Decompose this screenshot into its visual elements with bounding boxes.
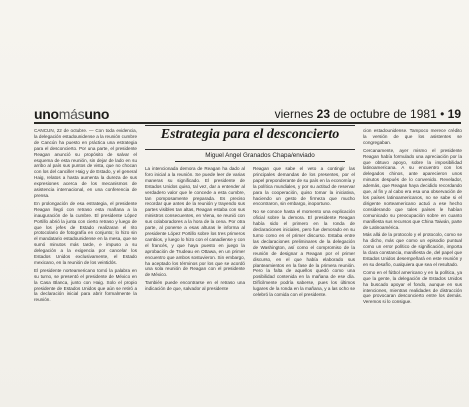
column-2-paragraph: La intencionada demora de Reagan ha dado al foro inicial a la reunión. Se puede leer de varias maneras su significado. El presidente de Estados Unidos quiso, tal vez, dar a entender al verdadero valor que le concede a esta cumbre, tan pomposamente preparada. Es preciso recordar que antes de la reunión y trayendo sus partes visibles tan altas, Reagan estaba con sus ministros consecuentes, en Viena, se reunió con sus colaboradores a la hora de la cena. Por otra parte, al ponerse a esas alturas le informa al presidente López Portillo sobre los tres primeros cambios, y luego lo hizo con el canadiense y con el francés, y que haya puesto en juego la aprobación de Trudeau en Ottawa, en un primer encuentro que ambos sostuvieron. Sin embargo, ha aceptado los términos por los que se acordó una sola reunión de Reagan con el presidente de México. <box>145 166 245 278</box>
column-3-paragraph: No se conoce hasta el momento una explicación oficial sobre la demora. El presidente Reagan había sido el primero en la ronda de declaraciones iniciales, pero fue demorado en su turno como en el primer discurso. Estaba entre las declaraciones preliminares de la delegación de Washington, así como el compromiso de la reunión de designar a Reagan por el primer discurso, en el que había elaborado sus planteamientos en la fase de la primera reunión. Pero la falta de aquellos quedó como una posibilidad contenida en la mañana de ese día. Difícilmente podría saberse, pues los últimos lugares de la ronda en la mañana, y a las ocho se celebró la comida con el presidente. <box>253 209 355 298</box>
logo-part-mas: más <box>58 106 85 122</box>
article-byline: Miguel Angel Granados Chapa/enviado <box>205 152 315 159</box>
date-rest: de octubre de 1981 <box>330 107 437 121</box>
column-2-paragraph: También puede encontrarse en el retraso una indicación de que, salvador al presidente <box>145 280 245 292</box>
issue-date-line <box>275 108 461 121</box>
date-prefix: viernes <box>274 107 317 121</box>
article-column-3 <box>253 166 355 298</box>
column-4-paragraph: Como en el fútbol americano y en la política, ya que la gente, la delegación de Estados Unidos ha buscado apoyar el fondo, aunque en sus intenciones, mientras realidades de distracción que provocaran desconcierto entre los demás. Veremos si lo consigue. <box>363 269 462 305</box>
column-1-paragraph: En prolongación de esa estrategia, el presidente Reagan llegó con retraso esta mañana a la inauguración de la cumbre. El presidente López Portillo abrió la junta con cierto retraso y luego de que los jefes de Estado realizaran el rito protocolario de fotografía en conjunto; lo hizo sin el mandatario estadounidense en la mesa, que se sumó minutos más tarde, e impuso a su delegación a la exigencia por cancelar los Estados Unidos exclusivamente, el Estado mexicano, en la reunión de los veintidós. <box>34 200 137 265</box>
newspaper-logo <box>34 107 109 121</box>
article-column-4 <box>363 128 462 305</box>
byline-rule <box>175 161 345 162</box>
article-column-2 <box>145 166 245 292</box>
logo-part-uno: uno <box>34 106 59 122</box>
column-4-paragraph: Más allá de la protocolo y el protocolo, como se ha dicho, más que como un episodio puntual como un error político de significación, importa la clara constancia, manifiesta de, del papel que Estados Unidos desempeñará en este reunión y en su desafío, cualquiera que sea el resultado. <box>363 232 462 267</box>
column-3-paragraph: Reagan que sabe el veto a contingir las principales demandas de los presentes, por el papel preponderante de su país en la economía y la política mundiales, y por su actitud de reservar para la cooperación, quiso tomar la iniciativa, haciendo un gesto de firmeza que mucho encontraron, sin embargo, inoportuno. <box>253 166 355 207</box>
date-day: 23 <box>316 107 330 121</box>
column-4-paragraph: Cercanamente, ayer mismo el presidente Reagan había formulado una apreciación por la que obtuvo apoyo, sobre la imposibilidad latinoamericana. A su encuentro con los delegados chinos, ante aparecieron unos minutos después de lo convenido. Revelador, además, que Reagan haya decidido recordando que, al fin y al cabo era esa una observación de los países latinoamericanos, no se sabe si el dirigente norteamericano actuó a ese hecho considerando que tales países le habían comunicado su preocupación sobre en cuanto manifiesta sus recursos que China Taiwán, parte de Latinoamérica. <box>363 147 462 230</box>
page-number: 19 <box>447 107 461 121</box>
masthead-rule <box>34 122 461 124</box>
headline-top-rule <box>145 125 355 126</box>
headline-bottom-rule <box>145 149 355 150</box>
logo-part-uno-2: uno <box>84 106 110 122</box>
date-separator: • <box>436 107 448 121</box>
article-column-1 <box>34 128 137 303</box>
column-1-paragraph: El presidente norteamericano tomó la palabra en su turno, se presentó el presidente de México en la Casa Blanca, junto con Haig. Solo el propio presidente de Estados Unidos que aún se retiró a la declaración inicial para abrir formalmente la reunión. <box>34 267 137 303</box>
article-headline: Estrategia para el desconcierto <box>160 127 340 142</box>
column-4-paragraph: cion estadounidense. Tampoco merece crédito la versión de que los asistentes se congregaban. <box>363 128 462 145</box>
column-1-paragraph: CANCUN, 22 de octubre. — Con toda evidencia, la delegación estadounidense a la reunión cumbre de Cancún ha puesto en práctica una estrategia para el desconcierto. Por una parte, el presidente Reagan anunció su propósito de salvar el esquema de esta reunión, sin dejar de lado en su arribo al país sus puntos de vista, que no chocan con los del canciller Haig y de Estado, y el general Haig, relatos a hasta aumenta la dureza de sus expresiones acerca de los mecanismos de asistencia internacional, en una conferencia de prensa. <box>34 128 137 198</box>
